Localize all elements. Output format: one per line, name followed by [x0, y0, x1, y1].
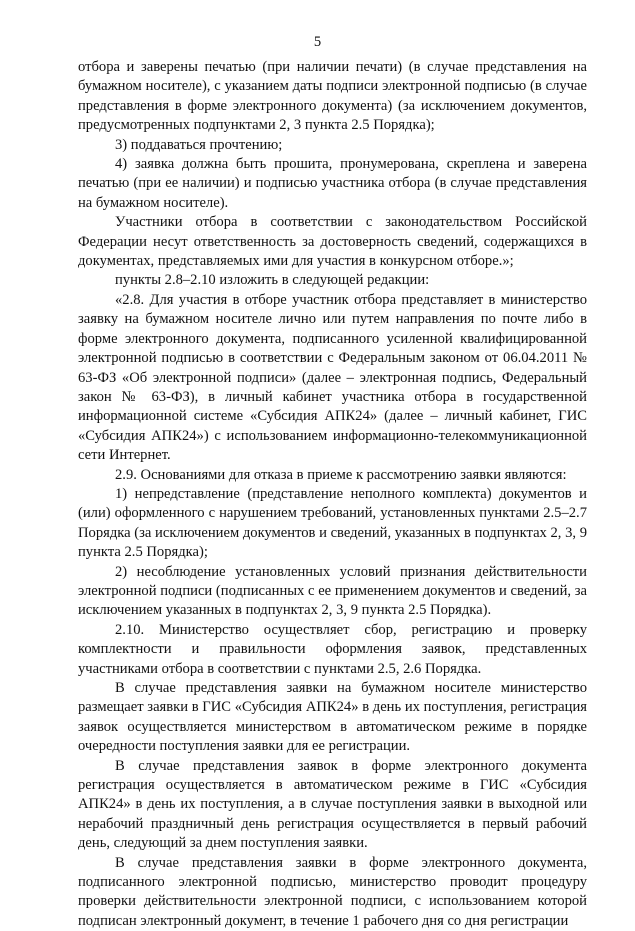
paragraph-continuation: отбора и заверены печатью (при наличии печати) (в случае представления на бумажном носителе), с указанием даты подписи электронной подписью (в случае представления в форме электронного документа) (за исключением документов, предусмотренных подпунктами 2, 3 пункта 2.5 Порядка); [78, 59, 587, 134]
paragraph-2-8: «2.8. Для участия в отборе участник отбора представляет в министерство заявку на бумажном носителе лично или путем направления по почте либо в форме электронного документа, подписанного усиленной квалифицированной электронной подписью в соответствии с Федеральным законом от 06.04.2011 № 63-ФЗ «Об электронной подписи» (далее – электронная подпись, Федеральный закон № 63-ФЗ), в личный кабинет участника отбора в государственной информационной системе «Субсидия АПК24» (далее – личный кабинет, ГИС «Субсидия АПК24») с использованием информационно-телекоммуникационной сети Интернет. [78, 291, 587, 464]
document-body [78, 58, 587, 931]
paragraph-2-9: 2.9. Основаниями для отказа в приеме к рассмотрению заявки являются: [115, 466, 567, 483]
paragraph-responsibility: Участники отбора в соответствии с законодательством Российской Федерации несут ответственность за достоверность сведений, содержащихся в документах, представляемых ими для участия в конкурсном отборе.»; [78, 214, 587, 270]
paragraph-electronic-registration: В случае представления заявок в форме электронного документа регистрация осуществляется в автоматическом режиме в ГИС «Субсидия АПК24» в день их поступления, а в случае поступления заявки в выходной или нерабочий праздничный день регистрация осуществляется в первый рабочий день, следующий за днем поступления заявки. [78, 757, 587, 852]
paragraph-2-10: 2.10. Министерство осуществляет сбор, регистрацию и проверку комплектности и правильности оформления заявок, представленных участниками отбора в соответствии с пунктами 2.5, 2.6 Порядка. [78, 621, 587, 677]
paragraph-amendment-intro: пункты 2.8–2.10 изложить в следующей редакции: [115, 272, 430, 289]
paragraph-item-3: 3) поддаваться прочтению; [115, 136, 283, 153]
paragraph-paper-submission: В случае представления заявки на бумажном носителе министерство размещает заявки в ГИС «Субсидия АПК24» в день их поступления, регистрация заявок осуществляется министерством в автоматическом режиме в порядке очередности поступления заявки для ее регистрации. [78, 680, 587, 755]
page-number: 5 [313, 34, 322, 50]
paragraph-2-9-item-2: 2) несоблюдение установленных условий признания действительности электронной подписи (подписанных с ее применением документов и сведений, за исключением указанных в подпунктах 2, 3, 9 пункта 2.5 Порядка). [78, 563, 587, 619]
paragraph-item-4: 4) заявка должна быть прошита, пронумерована, скреплена и заверена печатью (при ее наличии) и подписью участника отбора (в случае представления на бумажном носителе). [78, 156, 587, 211]
paragraph-signature-check: В случае представления заявки в форме электронного документа, подписанного электронной подписью, министерство проводит процедуру проверки действительности электронной подписи, с использованием которой подписан электронный документ, в течение 1 рабочего дня со дня регистрации [78, 854, 587, 929]
paragraph-2-9-item-1: 1) непредставление (представление неполного комплекта) документов и (или) оформленного с нарушением требований, установленных пунктами 2.5–2.7 Порядка (за исключением документов и сведений, указанных в подпунктах 2, 3, 9 пункта 2.5 Порядка); [78, 485, 587, 561]
